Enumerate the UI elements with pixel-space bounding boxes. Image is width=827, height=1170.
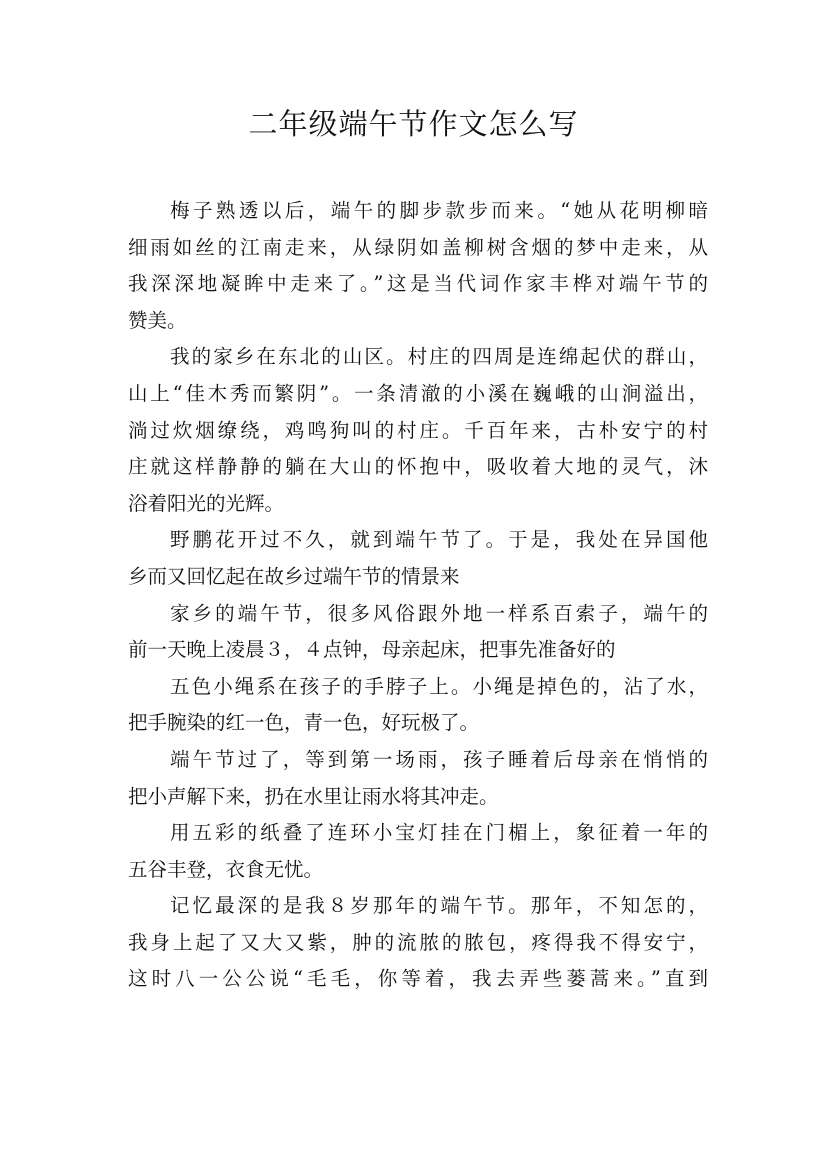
- text-line: 用五彩的纸叠了连环小宝灯挂在门楣上，象征着一年的: [170, 821, 708, 845]
- text-line: 端午节过了，等到第一场雨，孩子睡着后母亲在悄悄的: [170, 747, 708, 771]
- text-line: 浴着阳光的光辉。: [128, 491, 285, 515]
- text-line: 这时八一公公说“毛毛，你等着，我去弄些蒌蒿来。”直到: [128, 967, 708, 991]
- paragraph: [128, 742, 708, 815]
- text-line: 梅子熟透以后，端午的脚步款步而来。“她从花明柳暗: [170, 199, 708, 222]
- text-line: 乡而又回忆起在故乡过端午节的情景来: [128, 564, 460, 588]
- text-line: 庄就这样静静的躺在大山的怀抱中，吸收着大地的灵气，沐: [128, 455, 708, 479]
- text-line: 野鹏花开过不久，就到端午节了。于是，我处在异国他: [170, 528, 708, 552]
- paragraph: [128, 888, 708, 998]
- text-line: 我深深地凝眸中走来了。”这是当代词作家丰桦对端午节的: [128, 272, 708, 296]
- text-line: 山上“佳木秀而繁阴”。一条清澈的小溪在巍峨的山涧溢出，: [128, 381, 708, 405]
- text-line: 家乡的端午节，很多风俗跟外地一样系百索子，端午的: [170, 601, 708, 625]
- paragraph: [128, 669, 708, 742]
- text-line: 前一天晚上凌晨３，４点钟，母亲起床，把事先准备好的: [128, 638, 616, 662]
- text-line: 淌过炊烟缭绕，鸡鸣狗叫的村庄。千百年来，古朴安宁的村: [128, 418, 708, 442]
- text-line: 细雨如丝的江南走来，从绿阴如盖柳树含烟的梦中走来，从: [128, 235, 708, 259]
- document-body: [128, 193, 708, 998]
- text-line: 我身上起了又大又紫，肿的流脓的脓包，疼得我不得安宁，: [128, 930, 708, 954]
- paragraph: [128, 522, 708, 595]
- text-line: 五色小绳系在孩子的手脖子上。小绳是掉色的，沾了水，: [170, 674, 708, 698]
- text-line: 赞美。: [128, 308, 187, 332]
- paragraph: [128, 596, 708, 669]
- text-line: 把手腕染的红一色，青一色，好玩极了。: [128, 711, 480, 735]
- paragraph: [128, 193, 708, 339]
- text-line: 五谷丰登，衣食无忧。: [128, 857, 324, 881]
- document-title: 二年级端午节作文怎么写: [248, 107, 579, 141]
- paragraph: [128, 815, 708, 888]
- text-line: 我的家乡在东北的山区。村庄的四周是连绵起伏的群山，: [170, 345, 708, 369]
- paragraph: [128, 339, 708, 522]
- text-line: 把小声解下来，扔在水里让雨水将其冲走。: [128, 784, 499, 808]
- text-line: 记忆最深的是我８岁那年的端午节。那年，不知怎的，: [170, 894, 708, 918]
